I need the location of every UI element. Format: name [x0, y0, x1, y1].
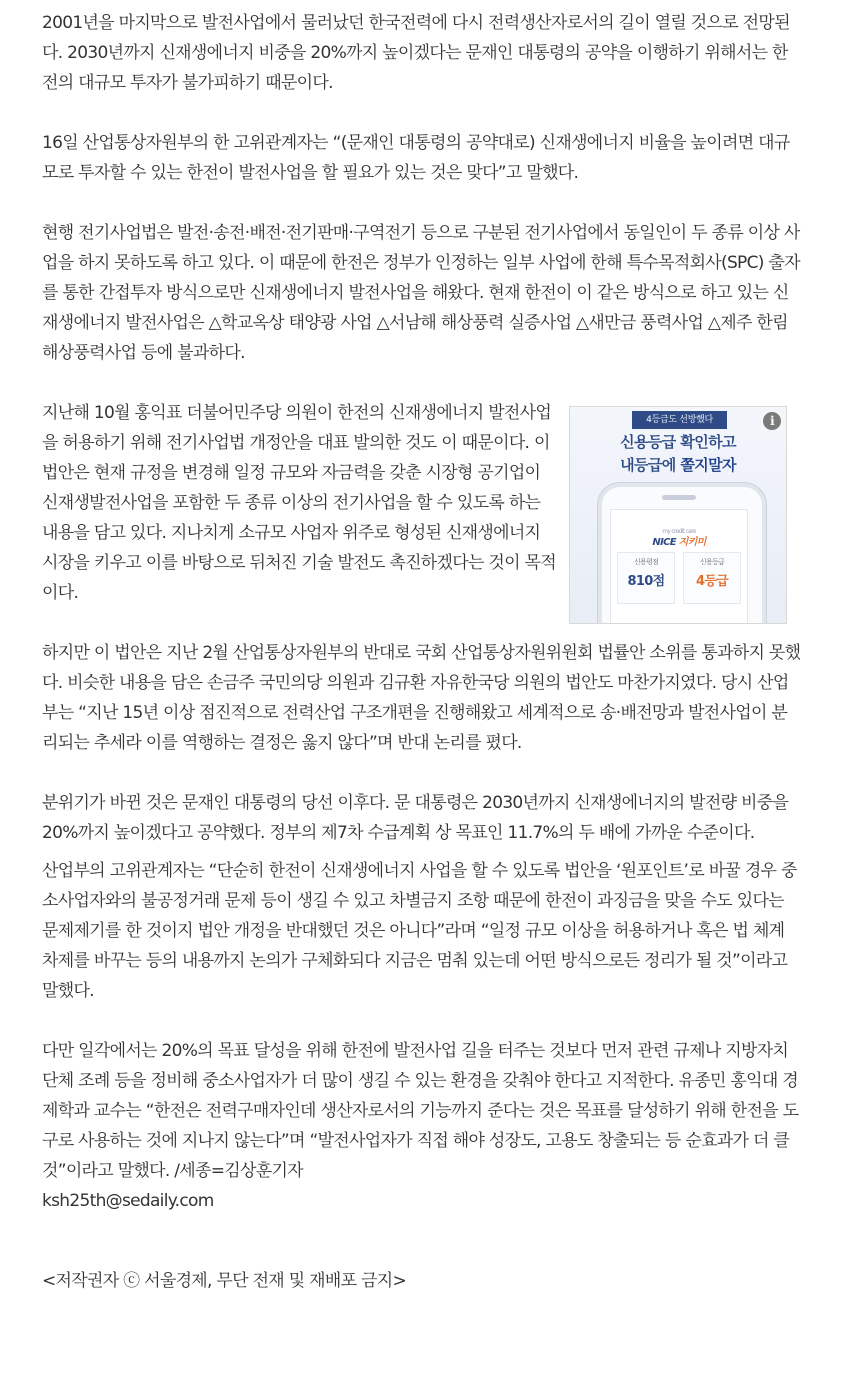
- article-body: [42, 8, 802, 1296]
- article-paragraph-1: 2001년을 마지막으로 발전사업에서 물러났던 한국전력에 다시 전력생산자로서의 길이 열릴 것으로 전망된다. 2030년까지 신재생에너지 비중을 20%까지 높이겠다는 문재인 대통령의 공약을 이행하기 위해서는 한전의 대규모 투자가 불가피하기 때문이다.: [42, 13, 790, 93]
- grade-value: 4등급: [695, 574, 729, 589]
- score-card: [617, 552, 675, 604]
- phone-notch: [662, 495, 696, 500]
- reporter-email[interactable]: ksh25th@sedaily.com: [42, 1191, 214, 1211]
- article-paragraph-4: 지난해 10월 홍익표 더불어민주당 의원이 한전의 신재생에너지 발전사업을 허용하기 위해 전기사업법 개정안을 대표 발의한 것도 이 때문이다. 이 법안은 현재 규정을 변경해 일정 규모와 자금력을 갖춘 시장형 공기업이 신재생발전사업을 포함한 두 종류 이상의 전기사업을 할 수 있도록 하는 내용을 담고 있다. 지나치게 소규모 사업자 위주로 형성된 신재생에너지 시장을 키우고 이를 바탕으로 뒤처진 기술 발전도 촉진하겠다는 것이 목적이다.: [42, 403, 556, 603]
- paragraph-with-ad: [42, 398, 802, 608]
- article-paragraph-6: 분위기가 바뀐 것은 문재인 대통령의 당선 이후다. 문 대통령은 2030년까지 신재생에너지의 발전량 비중을 20%까지 높이겠다고 공약했다. 정부의 제7차 수급계획 상 목표인 11.7%의 두 배에 가까운 수준이다.: [42, 793, 789, 843]
- article-paragraph-2: 16일 산업통상자원부의 한 고위관계자는 “(문재인 대통령의 공약대로) 신재생에너지 비율을 높이려면 대규모로 투자할 수 있는 한전이 발전사업을 할 필요가 있는 것은 맞다”고 말했다.: [42, 133, 790, 183]
- ad-headline-2-em: 쫄지말자: [680, 456, 736, 474]
- app-name-b: 지키미: [678, 537, 706, 548]
- article-paragraph-8: 다만 일각에서는 20%의 목표 달성을 위해 한전에 발전사업 길을 터주는 것보다 먼저 관련 규제나 지방자치단체 조례 등을 정비해 중소사업자가 더 많이 생길 수 있는 환경을 갖춰야 한다고 지적한다. 유종민 홍익대 경제학과 교수는 “한전은 전력구매자인데 생산자로서의 기능까지 준다는 것은 목표를 달성하기 위해 한전을 도구로 사용하는 것에 지나지 않는다”며 “발전사업자가 직접 해야 성장도, 고용도 창출되는 등 순효과가 더 클 것”이라고 말했다. /세종=김상훈기자: [42, 1041, 799, 1181]
- article-paragraph-7: 산업부의 고위관계자는 “단순히 한전이 신재생에너지 사업을 할 수 있도록 법안을 ‘원포인트’로 바꿀 경우 중소사업자와의 불공정거래 문제 등이 생길 수 있고 차별금지 조항 때문에 한전이 과징금을 맞을 수도 있다는 문제제기를 한 것이지 법안 개정을 반대했던 것은 아니다”라며 “일정 규모 이상을 허용하거나 혹은 법 체계 차제를 바꾸는 등의 내용까지 논의가 구체화되다 지금은 멈춰 있는데 어떤 방식으로든 정리가 될 것”이라고 말했다.: [42, 861, 797, 1001]
- app-tagline: my credit care: [662, 528, 696, 535]
- grade-label: 신용등급: [699, 558, 725, 566]
- ad-headline-1: 신용등급 확인하고: [620, 433, 736, 451]
- ad-badge: 4등급도 선방했다: [632, 411, 727, 429]
- ad-headline-2: [570, 454, 786, 476]
- phone-illustration: [598, 483, 766, 624]
- article-paragraph-5: 하지만 이 법안은 지난 2월 산업통상자원부의 반대로 국회 산업통상자원위원회 법률안 소위를 통과하지 못했다. 비슷한 내용을 담은 손금주 국민의당 의원과 김규환 자유한국당 의원의 법안도 마찬가지였다. 당시 산업부는 “지난 15년 이상 점진적으로 전력산업 구조개편을 진행해왔고 세계적으로 송·배전망과 발전사업이 분리되는 추세라 이를 역행하는 결정은 옳지 않다”며 반대 논리를 폈다.: [42, 643, 801, 753]
- score-label: 신용평점: [633, 558, 659, 566]
- phone-screen: [610, 509, 748, 624]
- advertisement-banner[interactable]: [569, 406, 787, 624]
- info-icon[interactable]: i: [763, 412, 781, 430]
- ad-headline-2-pre: 내등급에: [620, 456, 681, 474]
- copyright-notice: <저작권자 ⓒ 서울경제, 무단 전재 및 재배포 금지>: [42, 1271, 407, 1291]
- score-value: 810점: [627, 574, 665, 589]
- article-paragraph-3: 현행 전기사업법은 발전·송전·배전·전기판매·구역전기 등으로 구분된 전기사업에서 동일인이 두 종류 이상 사업을 하지 못하도록 하고 있다. 이 때문에 한전은 정부가 인정하는 일부 사업에 한해 특수목적회사(SPC) 출자를 통한 간접투자 방식으로만 신재생에너지 발전사업을 해왔다. 현재 한전이 이 같은 방식으로 하고 있는 신재생에너지 발전사업은 △학교옥상 태양광 사업 △서남해 해상풍력 실증사업 △새만금 풍력사업 △제주 한림해상풍력사업 등에 불과하다.: [42, 223, 800, 363]
- app-name-a: NICE: [652, 537, 679, 548]
- grade-card: [683, 552, 741, 604]
